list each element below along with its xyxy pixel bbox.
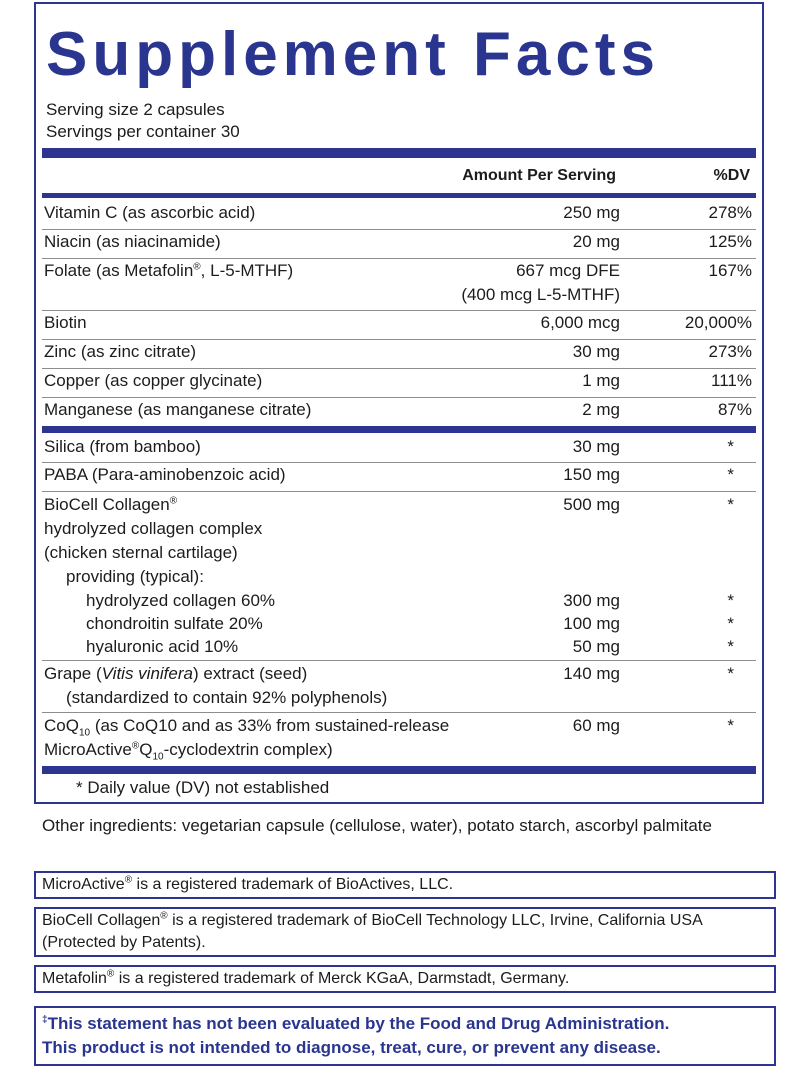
sub-ingredient-name: hyaluronic acid 10% — [86, 637, 239, 656]
registered-mark: ® — [169, 495, 178, 507]
supplement-facts-panel: Supplement Facts Serving size 2 capsules Servings per container 30 Amount Per Serving %DV Vitamin C (as ascorbic acid) 250 mg 278% Niacin (as niacinamide) 20 mg 125% Folate (as Metafolin®, L-5-MTHF) 667 mcg DFE 167% (400 mcg L-5-MTHF) Biotin 6,000 mcg 20,000% Zinc (as zinc citrate) 30 mg 273% Copper (as copper glycinate) 1 mg 111% Manganese (as manganese citrate) 2 mg 87% Silica (from bamboo) 30 mg * PABA (Para-aminobenzoic acid) 150 mg * BioCell Collagen® 500 mg * hydrolyzed collagen complex (chicken sternal cartilage) providing (typical): hydrolyzed collagen 60% 300 mg * chondroitin sulfate 20% 100 mg * hyaluronic acid 10% 50 mg * Grape (Vitis vinifera) extract (seed) 140 mg * (standardized to contain 92% polyphenols) CoQ$_{10}$ (as CoQ10 and as 33% from sustained-release 60 mg * $MicroActive®Q_{10}$-cyclodextrin complex) * Daily value (DV) not established — [34, 2, 764, 804]
ingredient-dv: * — [727, 465, 734, 484]
fda-disclaimer — [34, 1006, 776, 1066]
sub-ingredient-name: hydrolyzed collagen 60% — [86, 591, 276, 610]
ingredient-amount: 500 mg — [563, 495, 620, 514]
registered-mark: ® — [106, 968, 115, 980]
nutrient-amount: 250 mg — [563, 203, 620, 222]
registered-mark: ® — [193, 261, 201, 273]
trademark-notice: Metafolin® is a registered trademark of Merck KGaA, Darmstadt, Germany. — [34, 965, 776, 993]
row-divider — [42, 712, 756, 713]
nutrient-name: Niacin (as niacinamide) — [44, 232, 221, 251]
section-bar — [42, 426, 756, 433]
nutrient-dv: 20,000% — [684, 313, 752, 332]
nutrient-dv: 278% — [708, 203, 752, 222]
dv-footnote: * Daily value (DV) not established — [76, 778, 330, 797]
registered-mark: ® — [131, 740, 140, 752]
ingredient-amount: 150 mg — [563, 465, 620, 484]
registered-mark: ® — [124, 874, 133, 886]
sub-ingredient-amount: 100 mg — [563, 614, 620, 633]
nutrient-dv: 125% — [708, 232, 752, 251]
other-ingredients: Other ingredients: vegetarian capsule (cellulose, water), potato starch, ascorbyl palmitate — [42, 816, 712, 835]
nutrient-name: Zinc (as zinc citrate) — [44, 342, 197, 361]
nutrient-dv: 87% — [717, 400, 752, 419]
bottom-bar — [42, 766, 756, 774]
nutrient-amount: 1 mg — [582, 371, 620, 390]
nutrient-amount: 30 mg — [572, 342, 620, 361]
sub-ingredient-dv: * — [727, 637, 734, 656]
serving-size: Serving size 2 capsules — [46, 100, 225, 119]
header-underline-bar — [42, 193, 756, 198]
sub-ingredient-amount: 300 mg — [563, 591, 620, 610]
nutrient-amount: 20 mg — [572, 232, 620, 251]
row-divider — [42, 310, 756, 311]
sub-ingredient-dv: * — [727, 614, 734, 633]
ingredient-dv: * — [727, 664, 734, 683]
ingredient-name: Grape (Vitis vinifera) extract (seed) — [44, 664, 308, 683]
sub-ingredient-dv: * — [727, 591, 734, 610]
double-dagger-mark: ‡ — [42, 1014, 48, 1026]
ingredient-name: BioCell Collagen® — [44, 495, 178, 514]
ingredient-name: Silica (from bamboo) — [44, 437, 201, 456]
trademark-notice: BioCell Collagen® is a registered trademark of BioCell Technology LLC, Irvine, California USA (Protected by Patents). — [34, 907, 776, 957]
ingredient-amount: 140 mg — [563, 664, 620, 683]
ingredient-amount: 30 mg — [572, 437, 620, 456]
ingredient-name: PABA (Para-aminobenzoic acid) — [44, 465, 286, 484]
nutrient-name: Folate (as Metafolin®, L-5-MTHF) — [44, 261, 294, 280]
nutrient-name: Copper (as copper glycinate) — [44, 371, 263, 390]
nutrient-name: Biotin — [44, 313, 87, 332]
servings-per-container: Servings per container 30 — [46, 122, 240, 141]
ingredient-name: CoQ$_{10}$ (as CoQ10 and as 33% from sustained-release — [44, 716, 450, 739]
nutrient-name: Manganese (as manganese citrate) — [44, 400, 312, 419]
ingredient-amount: 60 mg — [572, 716, 620, 735]
header-bar — [42, 148, 756, 158]
ingredient-dv: * — [727, 495, 734, 514]
nutrient-amount: 667 mcg DFE — [516, 261, 620, 280]
disclaimer-line-1: ‡This statement has not been evaluated by the Food and Drug Administration. — [42, 1014, 670, 1033]
nutrient-amount: 6,000 mcg — [540, 313, 620, 332]
row-divider — [42, 660, 756, 661]
registered-mark: ® — [160, 910, 168, 922]
amount-per-serving-header: Amount Per Serving — [462, 167, 616, 184]
nutrient-amount-detail: (400 mcg L-5-MTHF) — [461, 285, 620, 304]
panel-title: Supplement Facts — [46, 20, 660, 89]
row-divider — [42, 491, 756, 492]
dv-header: %DV — [713, 167, 750, 184]
sub-ingredient-amount: 50 mg — [572, 637, 620, 656]
sub-ingredient-name: chondroitin sulfate 20% — [86, 614, 263, 633]
nutrient-dv: 167% — [708, 261, 752, 280]
disclaimer-line-2: This product is not intended to diagnose, treat, cure, or prevent any disease. — [42, 1038, 661, 1057]
nutrient-amount: 2 mg — [582, 400, 620, 419]
nutrient-dv: 111% — [711, 371, 752, 390]
ingredient-dv: * — [727, 716, 734, 735]
nutrient-name: Vitamin C (as ascorbic acid) — [44, 203, 256, 222]
ingredient-dv: * — [727, 437, 734, 456]
trademark-notice: MicroActive® is a registered trademark of BioActives, LLC. — [34, 871, 776, 899]
nutrient-dv: 273% — [708, 342, 752, 361]
